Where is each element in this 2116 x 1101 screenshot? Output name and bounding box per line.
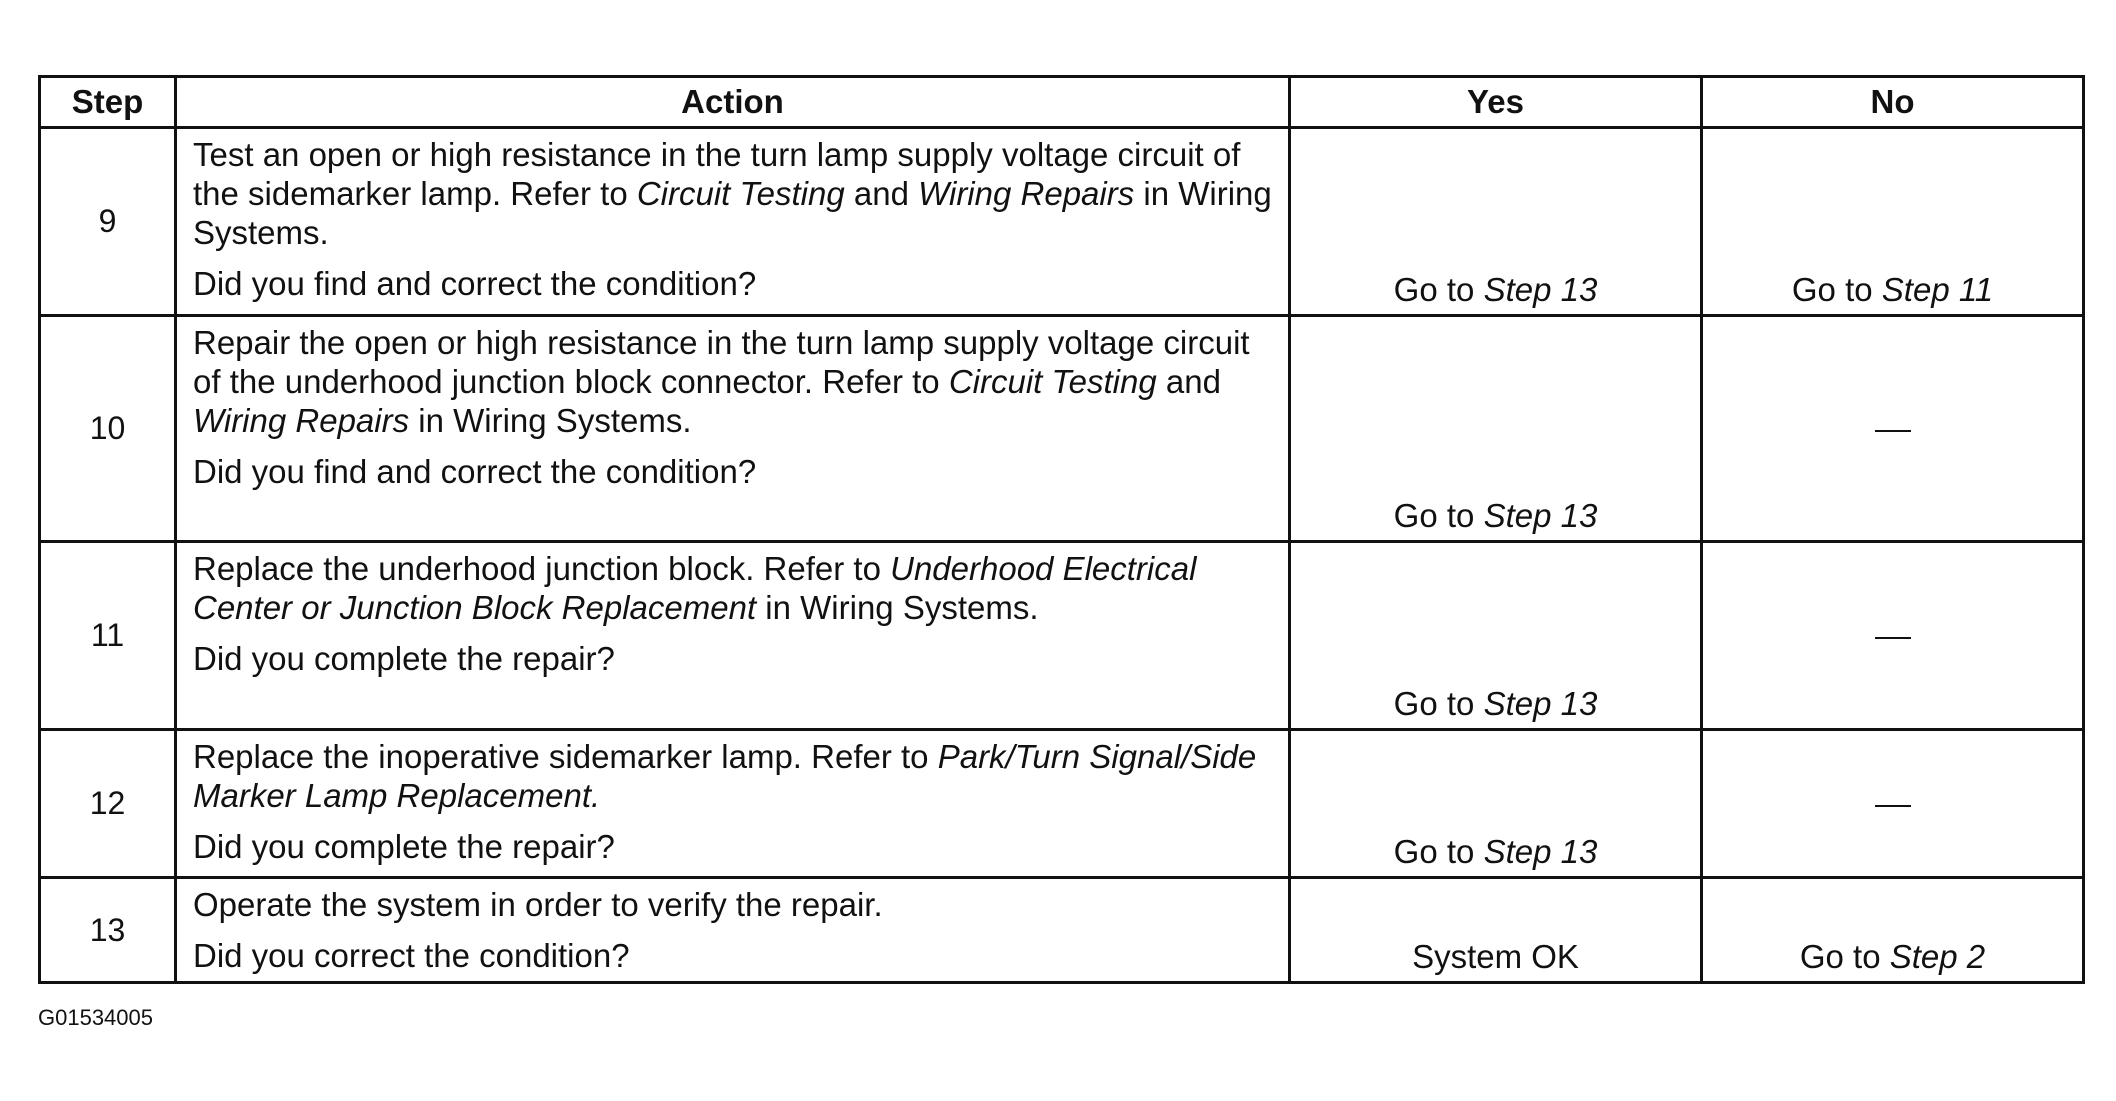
action-question: Did you complete the repair? <box>193 828 615 865</box>
reference-title: Circuit Testing <box>948 363 1157 400</box>
action-question: Did you complete the repair? <box>193 640 615 677</box>
action-text: in Wiring Systems. <box>409 402 692 439</box>
result-prefix: Go to <box>1393 497 1484 534</box>
step-number: 12 <box>40 730 176 878</box>
yes-result <box>1290 730 1702 878</box>
figure-id: G01534005 <box>38 1005 153 1030</box>
table-header-row <box>40 77 2084 128</box>
dash-icon <box>1875 430 1911 432</box>
action-text: Operate the system in order to verify the repair. <box>193 886 883 923</box>
result-prefix: System OK <box>1412 938 1579 975</box>
action-question: Did you correct the condition? <box>193 937 630 974</box>
action-question: Did you find and correct the condition? <box>193 265 757 302</box>
result-step-link: Step 13 <box>1483 833 1598 870</box>
action-cell <box>176 730 1290 878</box>
no-result <box>1702 316 2084 542</box>
no-result <box>1702 730 2084 878</box>
reference-title: Wiring Repairs <box>918 175 1135 212</box>
action-cell <box>176 542 1290 730</box>
header-yes: Yes <box>1290 77 1702 128</box>
result-prefix: Go to <box>1791 271 1882 308</box>
result-step-link: Step 13 <box>1483 497 1598 534</box>
result-step-link: Step 13 <box>1483 685 1598 722</box>
result-prefix: Go to <box>1393 271 1484 308</box>
action-text: Replace the underhood junction block. Refer to <box>193 550 891 587</box>
yes-result <box>1290 316 1702 542</box>
action-description <box>193 323 1274 440</box>
action-text: and <box>844 175 919 212</box>
action-text: in Wiring Systems. <box>193 175 1272 251</box>
action-description <box>193 135 1274 252</box>
action-text: in Wiring Systems. <box>756 589 1039 626</box>
dash-icon <box>1875 637 1911 639</box>
step-number: 11 <box>40 542 176 730</box>
table-row <box>40 316 2084 542</box>
step-number: 13 <box>40 878 176 983</box>
action-cell <box>176 878 1290 983</box>
no-result <box>1702 878 2084 983</box>
table-body <box>40 128 2084 983</box>
no-result <box>1702 542 2084 730</box>
result-step-link: Step 2 <box>1889 938 1986 975</box>
no-result <box>1702 128 2084 316</box>
result-prefix: Go to <box>1799 938 1890 975</box>
table-row <box>40 128 2084 316</box>
action-cell <box>176 316 1290 542</box>
reference-title: Park/Turn Signal/Side Marker Lamp Replacement. <box>193 738 1257 814</box>
table-row <box>40 730 2084 878</box>
header-no: No <box>1702 77 2084 128</box>
result-prefix: Go to <box>1393 685 1484 722</box>
action-text: and <box>1156 363 1221 400</box>
reference-title: Circuit Testing <box>636 175 845 212</box>
step-number: 9 <box>40 128 176 316</box>
yes-result <box>1290 128 1702 316</box>
result-step-link: Step 11 <box>1881 271 1994 308</box>
action-description <box>193 885 1274 924</box>
reference-title: Wiring Repairs <box>193 402 410 439</box>
result-step-link: Step 13 <box>1483 271 1598 308</box>
action-description <box>193 737 1274 815</box>
table-row <box>40 878 2084 983</box>
diagnostic-procedure-table <box>38 75 2085 984</box>
result-prefix: Go to <box>1393 833 1484 870</box>
action-description <box>193 549 1274 627</box>
dash-icon <box>1875 805 1911 807</box>
header-step: Step <box>40 77 176 128</box>
action-text: Repair the open or high resistance in the turn lamp supply voltage circuit of the underhood junction block connector. Refer to <box>193 324 1250 400</box>
table-row <box>40 542 2084 730</box>
action-cell <box>176 128 1290 316</box>
step-number: 10 <box>40 316 176 542</box>
yes-result <box>1290 878 1702 983</box>
action-text: Replace the inoperative sidemarker lamp. Refer to <box>193 738 938 775</box>
yes-result <box>1290 542 1702 730</box>
action-question: Did you find and correct the condition? <box>193 453 757 490</box>
action-text: Test an open or high resistance in the turn lamp supply voltage circuit of the sidemarker lamp. Refer to <box>193 136 1241 212</box>
header-action: Action <box>176 77 1290 128</box>
reference-title: Underhood Electrical Center or Junction Block Replacement <box>193 550 1197 626</box>
